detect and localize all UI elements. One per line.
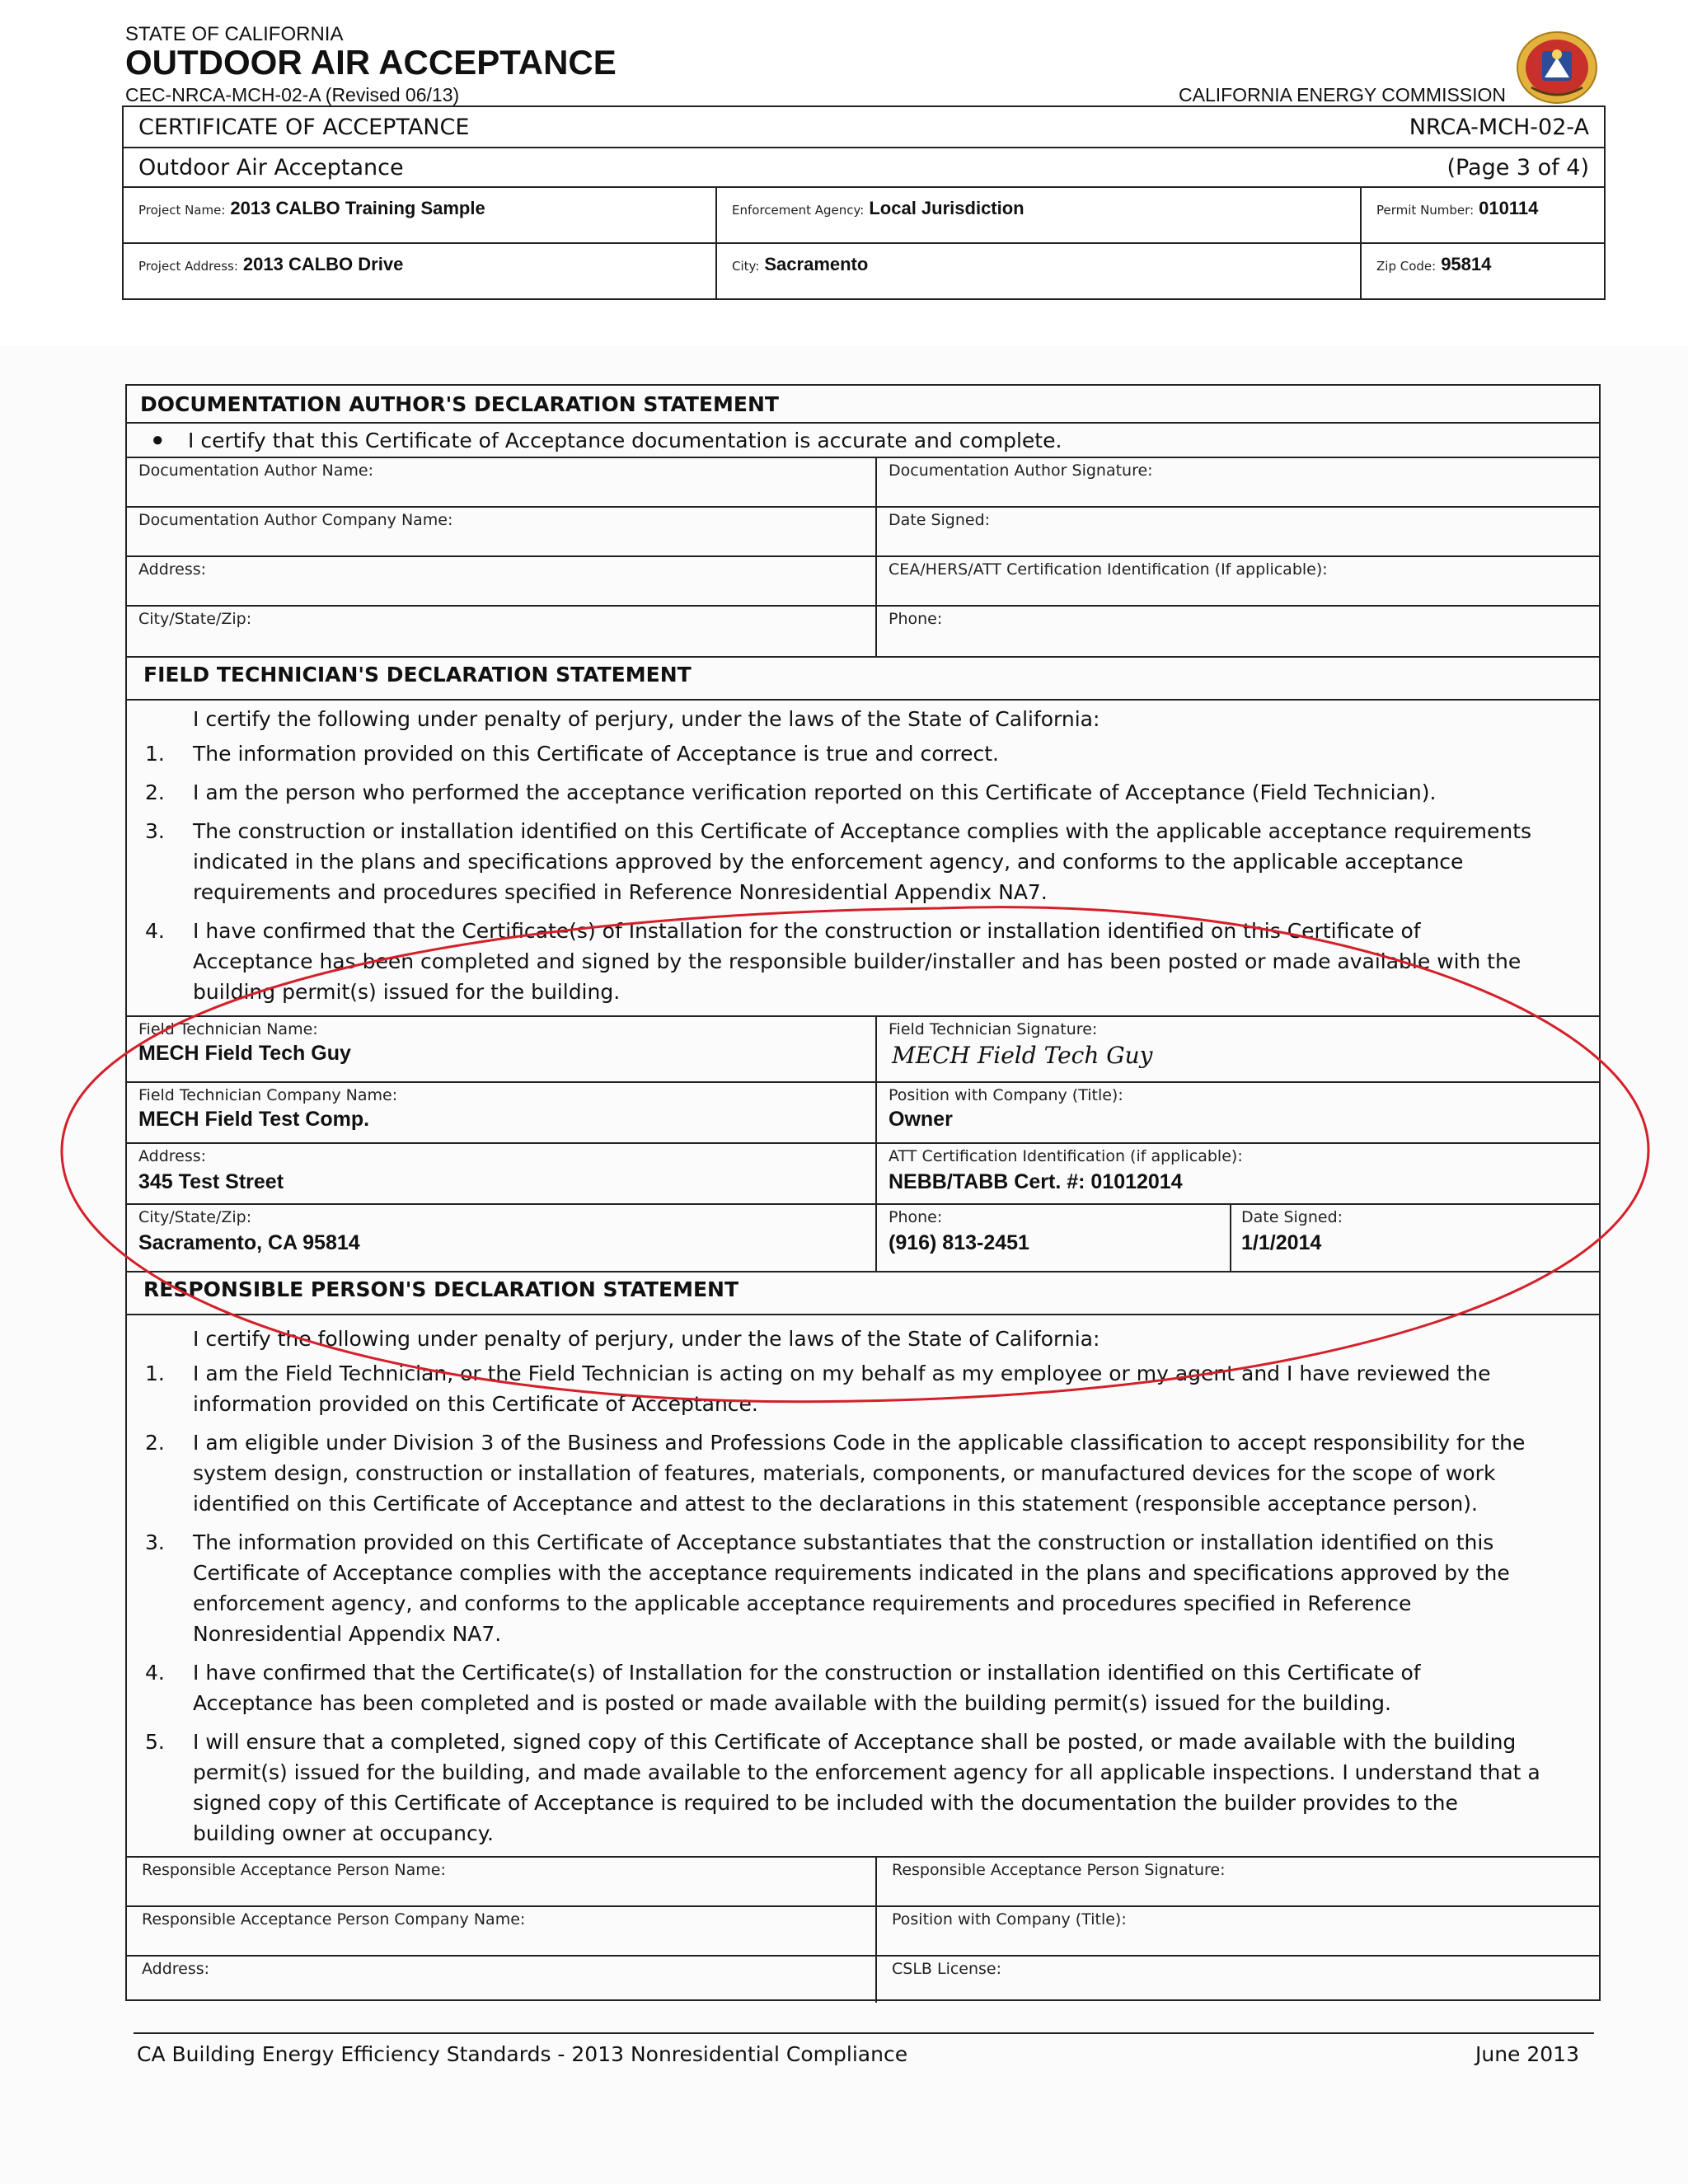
permit-number-cell bbox=[1376, 198, 1538, 219]
tech-date-value: 1/1/2014 bbox=[1241, 1231, 1322, 1254]
tech-address-label: Address: bbox=[138, 1147, 207, 1165]
tech-att-label: ATT Certification Identification (if applicable): bbox=[889, 1147, 1243, 1165]
project-address-cell bbox=[138, 254, 403, 275]
tech-item: The construction or installation identified on this Certificate of Acceptance complies with the applicable acceptance requirements indicated in the plans and specifications approved by the enforcement agency, and conforms to the applicable acceptance requirements and procedures specified in Reference Nonresidential Appendix NA7. bbox=[193, 819, 1532, 904]
author-date-label: Date Signed: bbox=[889, 511, 991, 529]
tech-city-label: City/State/Zip: bbox=[138, 1208, 252, 1226]
enforcement-agency-value: Local Jurisdiction bbox=[869, 198, 1025, 218]
divider bbox=[127, 506, 1599, 508]
subtitle-row bbox=[124, 148, 1604, 188]
form-id: CEC-NRCA-MCH-02-A (Revised 06/13) bbox=[125, 84, 460, 105]
project-row-1 bbox=[124, 188, 1604, 244]
author-company-label: Documentation Author Company Name: bbox=[138, 511, 453, 529]
divider bbox=[127, 656, 1599, 658]
zip-code-label: Zip Code: bbox=[1376, 259, 1437, 274]
tech-intro: I certify the following under penalty of perjury, under the laws of the State of California: bbox=[193, 707, 1100, 731]
city-label: City: bbox=[732, 259, 760, 274]
permit-number-label: Permit Number: bbox=[1376, 203, 1475, 218]
tech-signature: MECH Field Tech Guy bbox=[892, 1042, 1153, 1069]
responsible-item: I am eligible under Division 3 of the Business and Professions Code in the applicable classification to accept responsibility for the system design, construction or installation of features, materials, components, or manufactured devices for the scope of work identified on this Certificate of Acceptance and attest to the declarations in this statement (responsible acceptance person). bbox=[193, 1431, 1526, 1516]
divider bbox=[127, 605, 1599, 607]
certificate-header-box bbox=[122, 105, 1606, 300]
project-address-label: Project Address: bbox=[138, 259, 238, 274]
project-row-2 bbox=[124, 244, 1604, 302]
bullet-icon: ● bbox=[152, 429, 164, 451]
responsible-intro: I certify the following under penalty of perjury, under the laws of the State of California: bbox=[193, 1327, 1100, 1351]
responsible-item-number: 3. bbox=[145, 1530, 165, 1554]
zip-code-value: 95814 bbox=[1441, 254, 1492, 274]
energy-commission-seal-icon bbox=[1515, 30, 1599, 105]
divider bbox=[127, 457, 1599, 458]
declaration-table bbox=[125, 384, 1601, 2001]
divider bbox=[127, 422, 1599, 424]
tech-item-number: 3. bbox=[145, 819, 165, 843]
divider bbox=[127, 1314, 1599, 1315]
project-name-label: Project Name: bbox=[138, 203, 226, 218]
author-cert-label: CEA/HERS/ATT Certification Identification (If applicable): bbox=[889, 560, 1328, 579]
tech-item-number: 1. bbox=[145, 742, 165, 766]
author-name-label: Documentation Author Name: bbox=[138, 462, 373, 480]
tech-position-label: Position with Company (Title): bbox=[889, 1086, 1123, 1104]
tech-position-value: Owner bbox=[889, 1108, 953, 1131]
responsible-item-number: 4. bbox=[145, 1661, 165, 1685]
city-cell bbox=[732, 254, 868, 275]
tech-city-value: Sacramento, CA 95814 bbox=[138, 1231, 360, 1254]
author-statement: I certify that this Certificate of Acceptance documentation is accurate and complete. bbox=[188, 429, 1062, 452]
tech-att-value: NEBB/TABB Cert. #: 01012014 bbox=[889, 1170, 1183, 1193]
project-name-cell bbox=[138, 198, 485, 219]
state-label: STATE OF CALIFORNIA bbox=[125, 23, 344, 45]
tech-signature-label: Field Technician Signature: bbox=[889, 1020, 1098, 1038]
author-city-label: City/State/Zip: bbox=[138, 610, 252, 628]
divider bbox=[127, 1856, 1599, 1858]
responsible-item: I am the Field Technician, or the Field Technician is acting on my behalf as my employee or my agent and I have reviewed the information provided on this Certificate of Acceptance. bbox=[193, 1361, 1491, 1416]
divider bbox=[127, 1142, 1599, 1144]
certificate-subtitle: Outdoor Air Acceptance bbox=[138, 155, 404, 180]
responsible-item: I have confirmed that the Certificate(s) of Installation for the construction or installation identified on this Certificate of Acceptance has been completed and is posted or made available with the building permit(s) issued for the building. bbox=[193, 1661, 1421, 1715]
tech-name-value: MECH Field Tech Guy bbox=[138, 1042, 351, 1065]
city-value: Sacramento bbox=[764, 254, 869, 274]
responsible-position-label: Position with Company (Title): bbox=[892, 1910, 1127, 1929]
column-divider bbox=[875, 1856, 877, 2003]
form-title: OUTDOOR AIR ACCEPTANCE bbox=[125, 43, 617, 82]
zip-code-cell bbox=[1376, 254, 1491, 275]
responsible-address-label: Address: bbox=[142, 1960, 210, 1978]
enforcement-agency-cell bbox=[732, 198, 1025, 219]
tech-address-value: 345 Test Street bbox=[138, 1170, 284, 1193]
tech-name-label: Field Technician Name: bbox=[138, 1020, 318, 1038]
tech-item: I have confirmed that the Certificate(s) of Installation for the construction or installation identified on this Certificate of Acceptance has been completed and signed by the responsible builder/installer and has been posted or made available with the building permit(s) issued for the building. bbox=[193, 919, 1522, 1004]
responsible-section-title: RESPONSIBLE PERSON'S DECLARATION STATEMENT bbox=[143, 1277, 739, 1301]
footer-standards: CA Building Energy Efficiency Standards - 2013 Nonresidential Compliance bbox=[137, 2042, 908, 2066]
divider bbox=[127, 555, 1599, 557]
project-address-value: 2013 CALBO Drive bbox=[242, 254, 404, 274]
tech-item-number: 2. bbox=[145, 780, 165, 804]
column-divider bbox=[1230, 1203, 1231, 1271]
page-indicator: (Page 3 of 4) bbox=[1447, 155, 1589, 180]
divider bbox=[127, 1203, 1599, 1205]
responsible-signature-label: Responsible Acceptance Person Signature: bbox=[892, 1861, 1226, 1879]
project-name-value: 2013 CALBO Training Sample bbox=[230, 198, 485, 218]
responsible-company-label: Responsible Acceptance Person Company Name: bbox=[142, 1910, 526, 1929]
divider bbox=[127, 1905, 1599, 1907]
author-phone-label: Phone: bbox=[889, 610, 943, 628]
footer-rule bbox=[134, 2032, 1594, 2034]
author-section-title: DOCUMENTATION AUTHOR'S DECLARATION STATEMENT bbox=[140, 392, 779, 416]
tech-item-number: 4. bbox=[145, 919, 165, 943]
tech-item: The information provided on this Certificate of Acceptance is true and correct. bbox=[193, 742, 999, 766]
tech-item: I am the person who performed the acceptance verification reported on this Certificate of Acceptance (Field Technician). bbox=[193, 780, 1437, 804]
certificate-code: NRCA-MCH-02-A bbox=[1409, 115, 1589, 140]
divider bbox=[127, 1081, 1599, 1083]
permit-number-value: 010114 bbox=[1479, 198, 1539, 218]
divider bbox=[127, 1955, 1599, 1957]
tech-company-value: MECH Field Test Comp. bbox=[138, 1108, 370, 1131]
responsible-item: I will ensure that a completed, signed copy of this Certificate of Acceptance shall be posted, or made available with the building permit(s) issued for the building, and made available to the enforcement agency for all applicable inspections. I understand that a signed copy of this Certificate of Acceptance is required to be included with the documentation the builder provides to the building owner at occupancy. bbox=[193, 1730, 1540, 1845]
responsible-item: The information provided on this Certificate of Acceptance substantiates that the construction or installation identified on this Certificate of Acceptance complies with the acceptance requirements indicated in the plans and specifications approved by the enforcement agency, and conforms to the applicable acceptance requirements and procedures specified in Reference Nonresidential Appendix NA7. bbox=[193, 1530, 1510, 1646]
responsible-name-label: Responsible Acceptance Person Name: bbox=[142, 1861, 446, 1879]
responsible-cslb-label: CSLB License: bbox=[892, 1960, 1002, 1978]
responsible-item-number: 2. bbox=[145, 1431, 165, 1455]
tech-phone-label: Phone: bbox=[889, 1208, 943, 1226]
responsible-item-number: 1. bbox=[145, 1361, 165, 1385]
tech-date-label: Date Signed: bbox=[1241, 1208, 1343, 1226]
agency-name: CALIFORNIA ENERGY COMMISSION bbox=[1179, 84, 1507, 105]
tech-phone-value: (916) 813-2451 bbox=[889, 1231, 1029, 1254]
author-address-label: Address: bbox=[138, 560, 207, 579]
tech-section-title: FIELD TECHNICIAN'S DECLARATION STATEMENT bbox=[143, 663, 692, 687]
divider bbox=[127, 1271, 1599, 1272]
tech-company-label: Field Technician Company Name: bbox=[138, 1086, 398, 1104]
enforcement-agency-label: Enforcement Agency: bbox=[732, 203, 865, 218]
footer-date: June 2013 bbox=[1475, 2042, 1579, 2066]
certificate-label: CERTIFICATE OF ACCEPTANCE bbox=[138, 115, 470, 140]
responsible-item-number: 5. bbox=[145, 1730, 165, 1754]
divider bbox=[127, 1015, 1599, 1017]
certificate-row bbox=[124, 107, 1604, 148]
divider bbox=[127, 699, 1599, 701]
author-signature-label: Documentation Author Signature: bbox=[889, 462, 1153, 480]
